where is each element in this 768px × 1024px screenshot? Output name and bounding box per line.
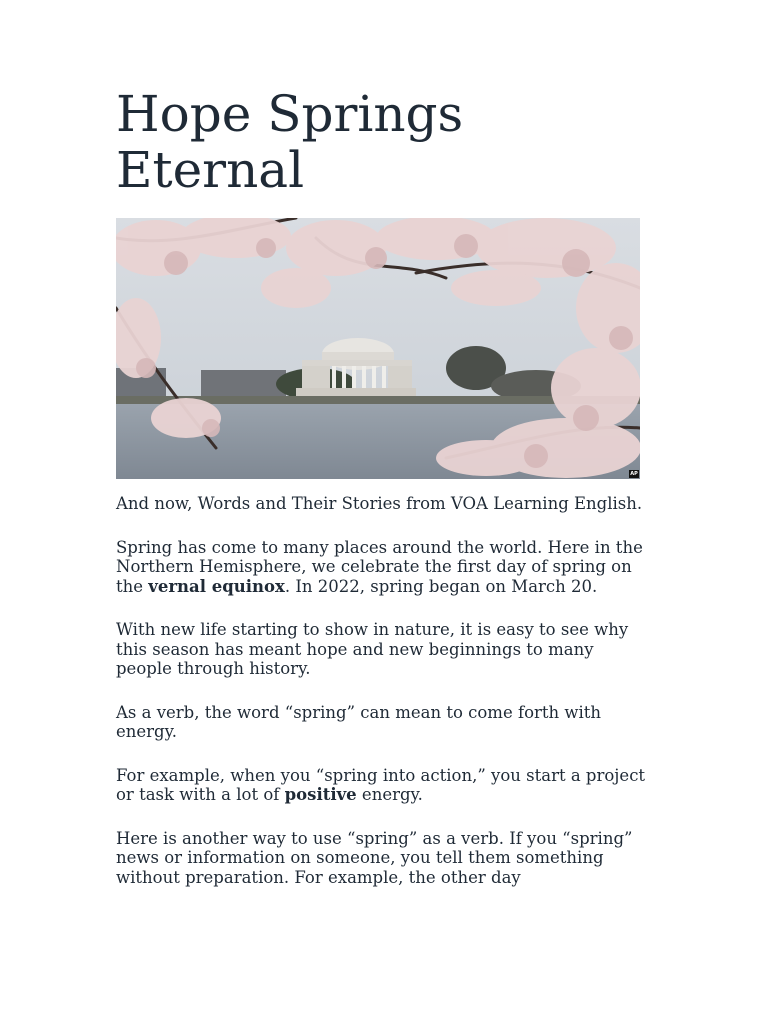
article-paragraph bbox=[116, 494, 646, 514]
paragraph-text: Here is another way to use “spring” as a verb. If you “spring” news or information on someone, you tell them something without preparation. For example, the other day bbox=[116, 828, 633, 887]
paragraph-text: Spring has come to many places around the world. Here in the Northern Hemisphere, we celebrate the first day of spring on the bbox=[116, 537, 643, 596]
paragraph-text: . In 2022, spring began on March 20. bbox=[284, 576, 598, 596]
article-paragraph bbox=[116, 620, 646, 679]
paragraph-text: And now, Words and Their Stories from VOA Learning English. bbox=[116, 494, 643, 513]
paragraph-text: For example, when you “spring into action,” you start a project or task with a lot of bbox=[116, 765, 646, 804]
article-photo bbox=[116, 218, 640, 479]
article-paragraph bbox=[116, 538, 646, 597]
article-body bbox=[116, 494, 646, 911]
article-paragraph bbox=[116, 766, 646, 805]
photo-credit-badge: AP bbox=[630, 471, 638, 477]
cherry-blossom-memorial-image bbox=[116, 218, 640, 479]
paragraph-text: energy. bbox=[356, 785, 423, 804]
bold-term: positive bbox=[284, 785, 357, 804]
article-paragraph bbox=[116, 829, 646, 888]
article-paragraph bbox=[116, 703, 646, 742]
paragraph-text: With new life starting to show in nature, it is easy to see why this season has meant hope and new beginnings to many people through history. bbox=[116, 620, 629, 678]
article-title: Hope Springs Eternal bbox=[116, 85, 464, 199]
paragraph-text: As a verb, the word “spring” can mean to come forth with energy. bbox=[116, 702, 602, 741]
bold-term: vernal equinox bbox=[148, 576, 285, 596]
document-page bbox=[116, 0, 646, 1024]
